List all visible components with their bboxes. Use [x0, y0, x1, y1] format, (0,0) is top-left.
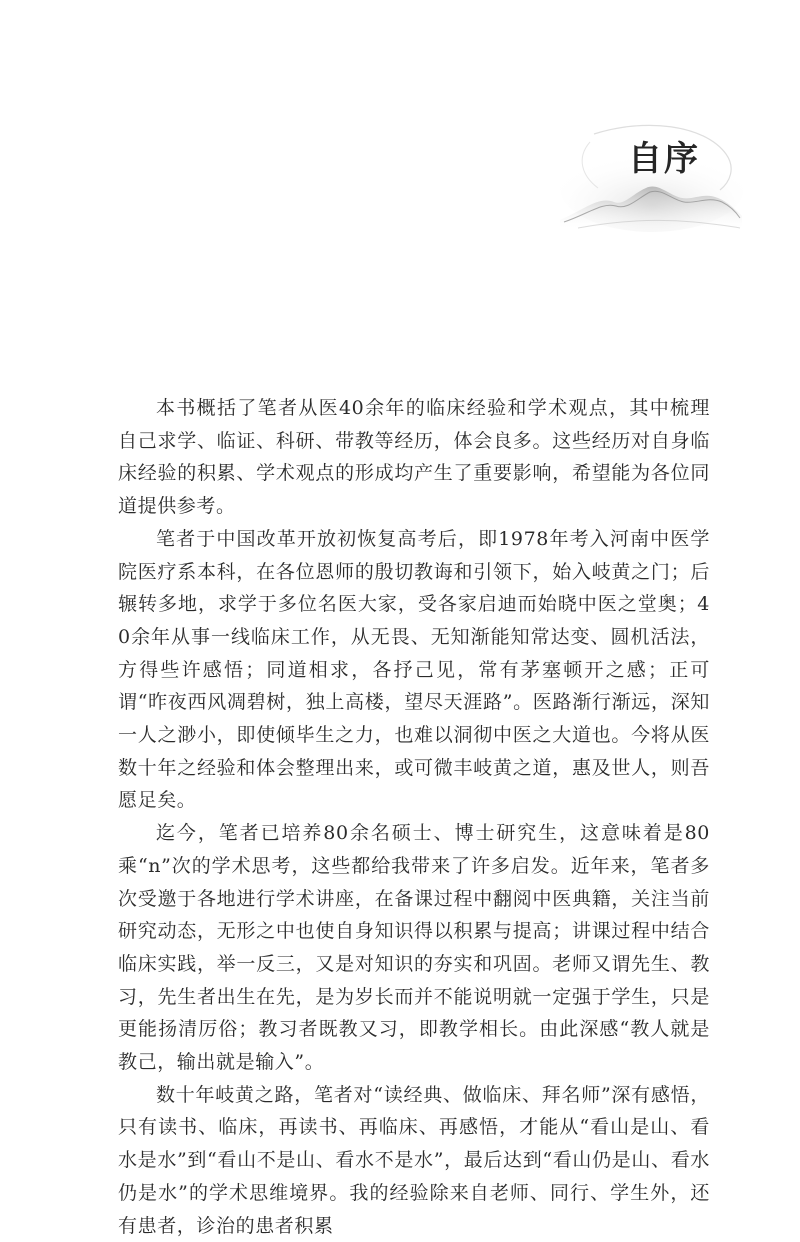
paragraph: 数十年岐黄之路，笔者对“读经典、做临床、拜名师”深有感悟，只有读书、临床，再读书、再临床、再感悟，才能从“看山是山、看水是水”到“看山不是山、看水不是水”，最后达到“看山仍是山、看水仍是水”的学术思维境界。我的经验除来自老师、同行、学生外，还有患者，诊治的患者积累	[118, 1083, 710, 1237]
paragraph: 本书概括了笔者从医40余年的临床经验和学术观点，其中梳理自己求学、临证、科研、带教等经历，体会良多。这些经历对自身临床经验的积累、学术观点的形成均产生了重要影响，希望能为各位同道提供参考。	[118, 397, 710, 518]
chapter-heading	[554, 118, 744, 238]
preface-body	[118, 392, 710, 1242]
paragraph: 笔者于中国改革开放初恢复高考后，即1978年考入河南中医学院医疗系本科，在各位恩师的殷切教诲和引领下，始入岐黄之门；后辗转多地，求学于多位名医大家，受各家启迪而始晓中医之堂奥；40余年从事一线临床工作，从无畏、无知渐能知常达变、圆机活法，方得些许感悟；同道相求，各抒己见，常有茅塞顿开之感；正可谓“昨夜西风凋碧树，独上高楼，望尽天涯路”。医路渐行渐远，深知一人之渺小，即使倾毕生之力，也难以洞彻中医之大道也。今将从医数十年之经验和体会整理出来，或可微丰岐黄之道，惠及世人，则吾愿足矣。	[118, 527, 710, 812]
paragraph: 迄今，笔者已培养80余名硕士、博士研究生，这意味着是80乘“n”次的学术思考，这些都给我带来了许多启发。近年来，笔者多次受邀于各地进行学术讲座，在备课过程中翻阅中医典籍，关注当前研究动态，无形之中也使自身知识得以积累与提高；讲课过程中结合临床实践，举一反三，又是对知识的夯实和巩固。老师又谓先生、教习，先生者出生在先，是为岁长而并不能说明就一定强于学生，只是更能扬清厉俗；教习者既教又习，即教学相长。由此深感“教人就是教己，输出就是输入”。	[118, 822, 710, 1074]
page-title: 自序	[628, 139, 700, 179]
